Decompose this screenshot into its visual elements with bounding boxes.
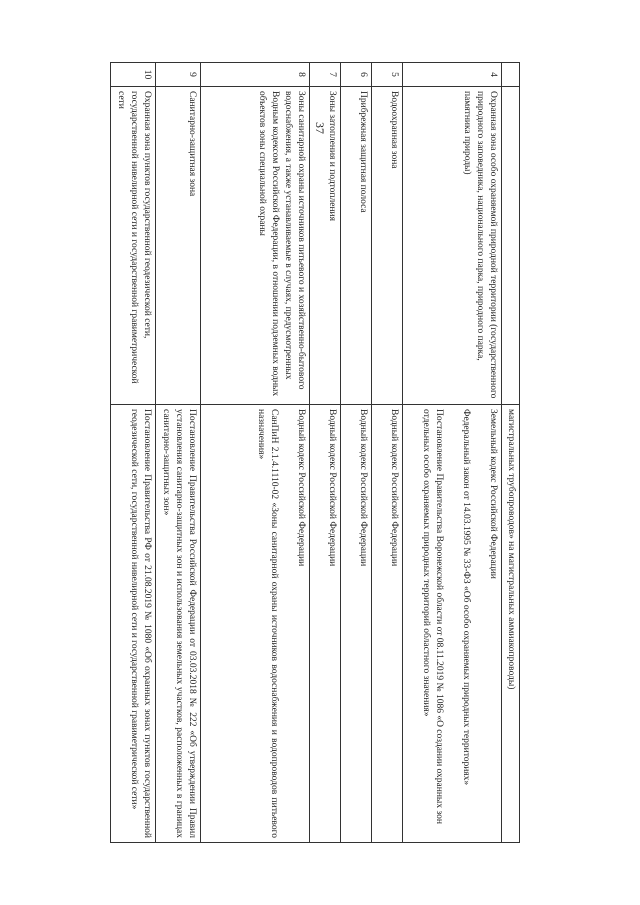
legal-source-line: Федеральный закон от 14.03.1995 № 33-ФЗ «Об особо охраняемых природных территориях» bbox=[460, 409, 471, 786]
row-number: 6 bbox=[340, 63, 371, 87]
table-row bbox=[155, 63, 200, 843]
legal-source bbox=[110, 405, 155, 843]
row-number: 10 bbox=[110, 63, 155, 87]
legal-source bbox=[200, 405, 309, 843]
legal-source-line: Водный кодекс Российской Федерации bbox=[357, 409, 368, 567]
legal-source-line: Постановление Правительства РФ от 21.08.2019 № 1080 «Об охранных зонах пунктов государственной геодезической сети, государственной нивелирной сети и государственной гравиметрической сети» bbox=[128, 409, 152, 838]
legal-source-line: Земельный кодекс Российской Федерации bbox=[487, 409, 498, 579]
zones-table bbox=[110, 62, 520, 843]
row-number bbox=[501, 63, 519, 87]
table-row bbox=[402, 63, 501, 843]
table-row bbox=[309, 63, 340, 843]
table-row bbox=[371, 63, 402, 843]
zone-name: Прибрежная защитная полоса bbox=[340, 87, 371, 405]
row-number: 7 bbox=[309, 63, 340, 87]
zone-name: Охранная зона особо охраняемой природной территории (государственного природного заповедника, национального парка, природного парка, памятника природы) bbox=[402, 87, 501, 405]
zone-name: Зоны санитарной охраны источников питьевого и хозяйственно-бытового водоснабжения, а также устанавливаемые в случаях, предусмотренных Водным кодексом Российской Федерации, в отношении подземных водных объектов зоны специальной охраны bbox=[200, 87, 309, 405]
table-row bbox=[110, 63, 155, 843]
legal-source bbox=[371, 405, 402, 843]
legal-source-line: СанПиН 2.1.4.1110-02 «Зоны санитарной охраны источников водоснабжения и водопроводов питьевого назначения» bbox=[255, 409, 279, 838]
legal-source bbox=[402, 405, 501, 843]
zone-name: Водоохранная зона bbox=[371, 87, 402, 405]
legal-source bbox=[501, 405, 519, 843]
legal-source bbox=[340, 405, 371, 843]
legal-source-line: Водный кодекс Российской Федерации bbox=[326, 409, 337, 567]
table-row bbox=[200, 63, 309, 843]
legal-source bbox=[155, 405, 200, 843]
legal-source-line: Постановление Правительства Российской Федерации от 03.03.2018 № 222 «Об утверждении Правил установления санитарно-защитных зон и использования земельных участков, расположенных в границах санитарно-защитных зон» bbox=[160, 409, 197, 838]
legal-source-line: магистральных трубопроводов» на магистральных аммиакопроводы) bbox=[506, 409, 516, 690]
legal-source bbox=[309, 405, 340, 843]
row-number: 4 bbox=[402, 63, 501, 87]
zone-name: Зоны затопления и подтопления bbox=[309, 87, 340, 405]
table-row-continued bbox=[501, 63, 519, 843]
row-number: 5 bbox=[371, 63, 402, 87]
legal-source-line: Постановление Правительства Воронежской области от 08.11.2019 № 1086 «О создании охранных зон отдельных особо охраняемых природных территорий областного значения» bbox=[420, 409, 444, 824]
legal-source-line: Водный кодекс Российской Федерации bbox=[388, 409, 399, 567]
zone-name: Охранная зона пунктов государственной геодезической сети, государственной нивелирной сети и государственной гравиметрической сети bbox=[110, 87, 155, 405]
table-row bbox=[340, 63, 371, 843]
legal-source-line: Водный кодекс Российской Федерации bbox=[295, 409, 306, 567]
row-number: 9 bbox=[155, 63, 200, 87]
zone-name: Санитарно-защитная зона bbox=[155, 87, 200, 405]
zone-name bbox=[501, 87, 519, 405]
row-number: 8 bbox=[200, 63, 309, 87]
page-number: 37 bbox=[313, 122, 327, 134]
rotated-table-container bbox=[80, 62, 520, 842]
